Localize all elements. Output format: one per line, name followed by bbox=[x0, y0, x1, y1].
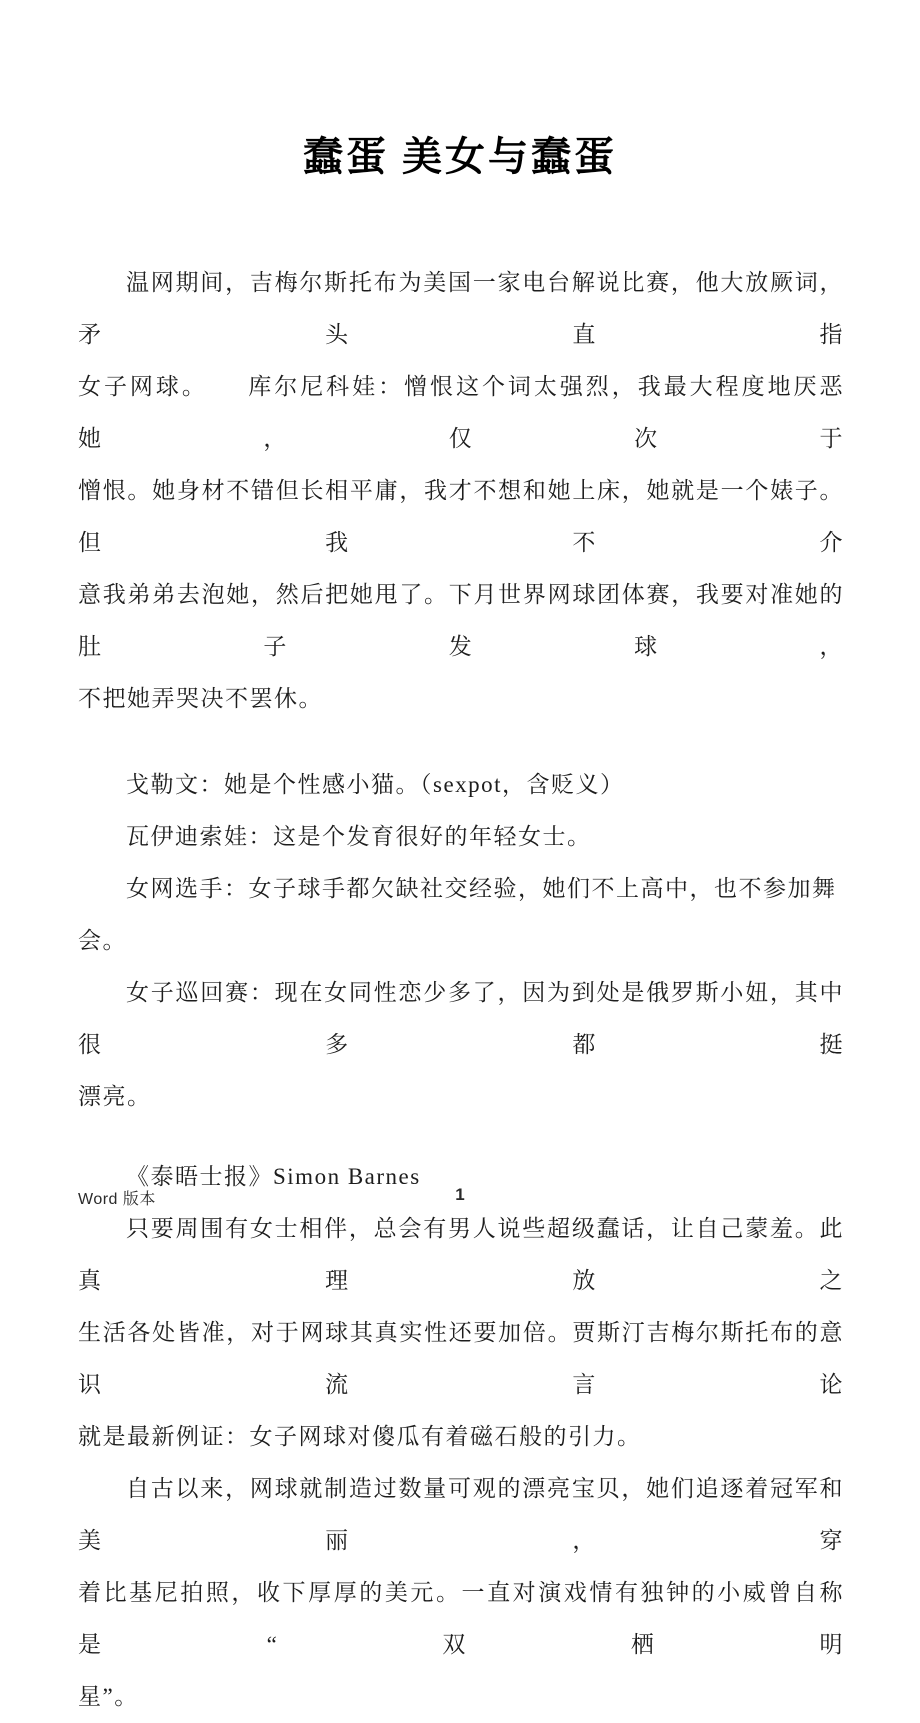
body-line: 温网期间，吉梅尔斯托布为美国一家电台解说比赛，他大放厥词，矛头直指 bbox=[78, 270, 844, 347]
body-line: 着比基尼拍照，收下厚厚的美元。一直对演戏情有独钟的小威曾自称是“双栖明 bbox=[78, 1580, 844, 1657]
body-line: 意我弟弟去泡她，然后把她甩了。下月世界网球团体赛，我要对准她的肚子发球， bbox=[78, 582, 844, 659]
body-line: 就是最新例证：女子网球对傻瓜有着磁石般的引力。 bbox=[78, 1424, 642, 1449]
body-line: 瓦伊迪索娃：这是个发育很好的年轻女士。 bbox=[126, 824, 592, 849]
body-line: 自古以来，网球就制造过数量可观的漂亮宝贝，她们追逐着冠军和美丽，穿 bbox=[78, 1476, 844, 1553]
body-line: 憎恨。她身材不错但长相平庸，我才不想和她上床，她就是一个婊子。但我不介 bbox=[78, 478, 844, 555]
body-line: 漂亮。 bbox=[78, 1084, 152, 1109]
body-line: 女网选手：女子球手都欠缺社交经验，她们不上高中，也不参加舞会。 bbox=[78, 876, 837, 953]
body-line: 女子网球。 库尔尼科娃：憎恨这个词太强烈，我最大程度地厌恶她，仅次于 bbox=[78, 374, 844, 451]
page-footer bbox=[78, 1184, 842, 1210]
paragraph-gap bbox=[78, 725, 844, 759]
body-line: 戈勒文：她是个性感小猫。（sexpot，含贬义） bbox=[126, 772, 625, 797]
body-line: 星”。 bbox=[78, 1684, 139, 1709]
body-line: 不把她弄哭决不罢休。 bbox=[78, 686, 323, 711]
paragraph-gap bbox=[78, 1123, 844, 1151]
doc-title: 蠢蛋 美女与蠢蛋 bbox=[303, 134, 617, 179]
body-line: 女子巡回赛：现在女同性恋少多了，因为到处是俄罗斯小妞，其中很多都挺 bbox=[78, 980, 844, 1057]
body-line: 生活各处皆准，对于网球其真实性还要加倍。贾斯汀吉梅尔斯托布的意识流言论 bbox=[78, 1320, 844, 1397]
body-line: 只要周围有女士相伴，总会有男人说些超级蠢话，让自己蒙羞。此真理放之 bbox=[78, 1216, 844, 1293]
doc-body bbox=[0, 257, 920, 1723]
body-line: 《泰晤士报》Simon Barnes bbox=[126, 1164, 421, 1189]
page-number: 1 bbox=[455, 1185, 465, 1204]
footer-version-label: Word 版本 bbox=[78, 1191, 156, 1208]
